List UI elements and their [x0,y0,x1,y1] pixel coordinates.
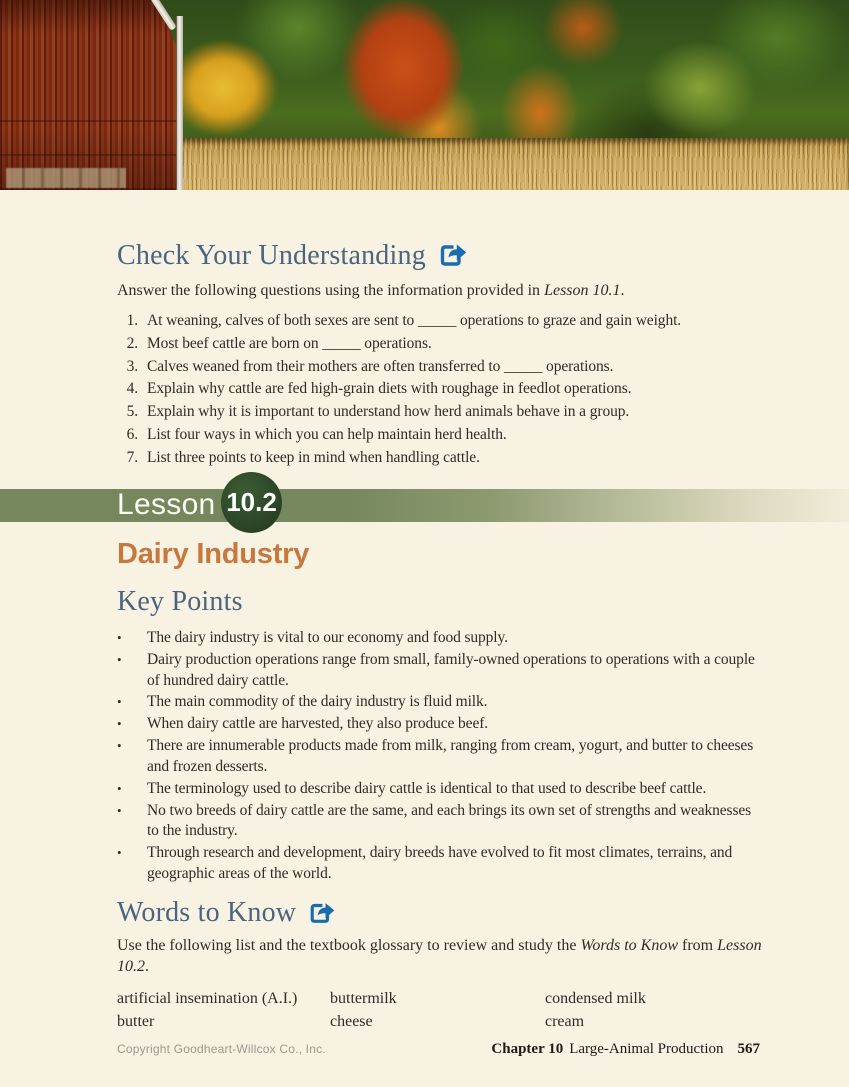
vocab-word: cheese [330,1013,373,1031]
vocab-word: artificial insemination (A.I.) [117,989,298,1007]
key-points-list [117,628,765,885]
question-item [117,333,765,355]
question-item [117,356,765,378]
key-point-text: The main commodity of the dairy industry is fluid milk. [147,693,488,711]
words-to-know-intro: Use the following list and the textbook glossary to review and study the Words to Know from Lesson 10.2. [117,936,762,975]
key-point-text: The dairy industry is vital to our economy and food supply. [147,629,508,646]
key-point-item [117,843,765,884]
question-text: Most beef cattle are born on _____ operations. [147,334,432,352]
vocab-column-2 [330,987,545,1034]
vocab-word: condensed milk [545,989,646,1007]
check-your-understanding-title: Check Your Understanding [117,239,426,271]
key-point-text: Dairy production operations range from small, family-owned operations to operations with a couple of hundred dairy cattle. [147,650,755,689]
external-link-icon[interactable] [437,240,468,273]
key-point-text: No two breeds of dairy cattle are the same, and each brings its own set of strengths and weaknesses to the industry. [147,801,752,840]
red-barn [0,0,177,190]
vocab-word: buttermilk [330,989,397,1007]
bullet-icon: • [117,630,122,645]
words-to-know-title: Words to Know [117,897,297,929]
question-number: 2. [126,334,138,352]
bullet-icon: • [117,845,122,861]
page-number: 567 [737,1041,760,1057]
key-point-text: The terminology used to describe dairy cattle is identical to that used to describe beef cattle. [147,779,707,797]
bullet-icon: • [117,716,122,732]
key-point-text: There are innumerable products made from milk, ranging from cream, yogurt, and butter to cheeses and frozen desserts. [147,737,754,775]
question-text: Explain why cattle are fed high-grain diets with roughage in feedlot operations. [147,380,632,398]
key-point-item [117,779,765,800]
question-text: List four ways in which you can help maintain herd health. [147,425,507,443]
key-points-title: Key Points [117,586,243,617]
bullet-icon: • [117,651,122,667]
downspout-pipe [176,16,183,190]
question-text: List three points to keep in mind when handling cattle. [147,448,480,466]
lesson-section [117,538,765,1034]
question-item [117,378,765,400]
autumn-barn-photo [0,0,849,190]
vocab-column-1 [117,987,330,1034]
question-number: 7. [126,448,138,466]
copyright-text: Copyright Goodheart-Willcox Co., Inc. [117,1042,326,1056]
vocab-word: butter [117,1013,155,1031]
question-number: 4. [126,380,138,398]
lesson-title: Dairy Industry [117,538,310,570]
key-point-item [117,736,765,777]
question-text: Calves weaned from their mothers are often transferred to _____ operations. [147,357,614,375]
chapter-folio [491,1041,760,1058]
cyu-intro: Answer the following questions using the information provided in Lesson 10.1. [117,282,625,299]
vocab-columns [117,987,765,1034]
chapter-title: Large-Animal Production [569,1041,724,1057]
question-item [117,401,765,423]
question-number: 1. [126,312,138,329]
lesson-banner-label: Lesson [117,488,216,521]
key-point-item [117,650,765,691]
question-item [117,310,765,332]
external-link-icon[interactable] [307,899,336,930]
chapter-label: Chapter 10 [491,1041,564,1057]
question-item [117,447,765,469]
bullet-icon: • [117,694,122,710]
lesson-number-badge [221,472,282,533]
key-point-item [117,714,765,735]
question-item [117,424,765,446]
question-text: At weaning, calves of both sexes are sent to _____ operations to graze and gain weight. [147,312,682,329]
key-point-text: When dairy cattle are harvested, they also produce beef. [147,715,489,733]
bullet-icon: • [117,802,122,818]
vocab-word: cream [545,1013,585,1031]
key-point-item [117,692,765,713]
bullet-icon: • [117,780,122,796]
page-footer [117,1041,760,1058]
question-number: 3. [126,357,138,375]
key-point-item [117,628,765,649]
check-your-understanding-section [117,238,765,470]
lesson-number: 10.2 [226,487,277,517]
key-point-text: Through research and development, dairy breeds have evolved to fit most climates, terrains, and geographic areas of the world. [147,844,733,883]
question-list [117,310,765,468]
vocab-column-3 [545,987,765,1034]
bullet-icon: • [117,738,122,754]
key-point-item [117,801,765,842]
question-number: 5. [126,403,138,421]
question-text: Explain why it is important to understand how herd animals behave in a group. [147,403,630,421]
question-number: 6. [126,425,138,443]
